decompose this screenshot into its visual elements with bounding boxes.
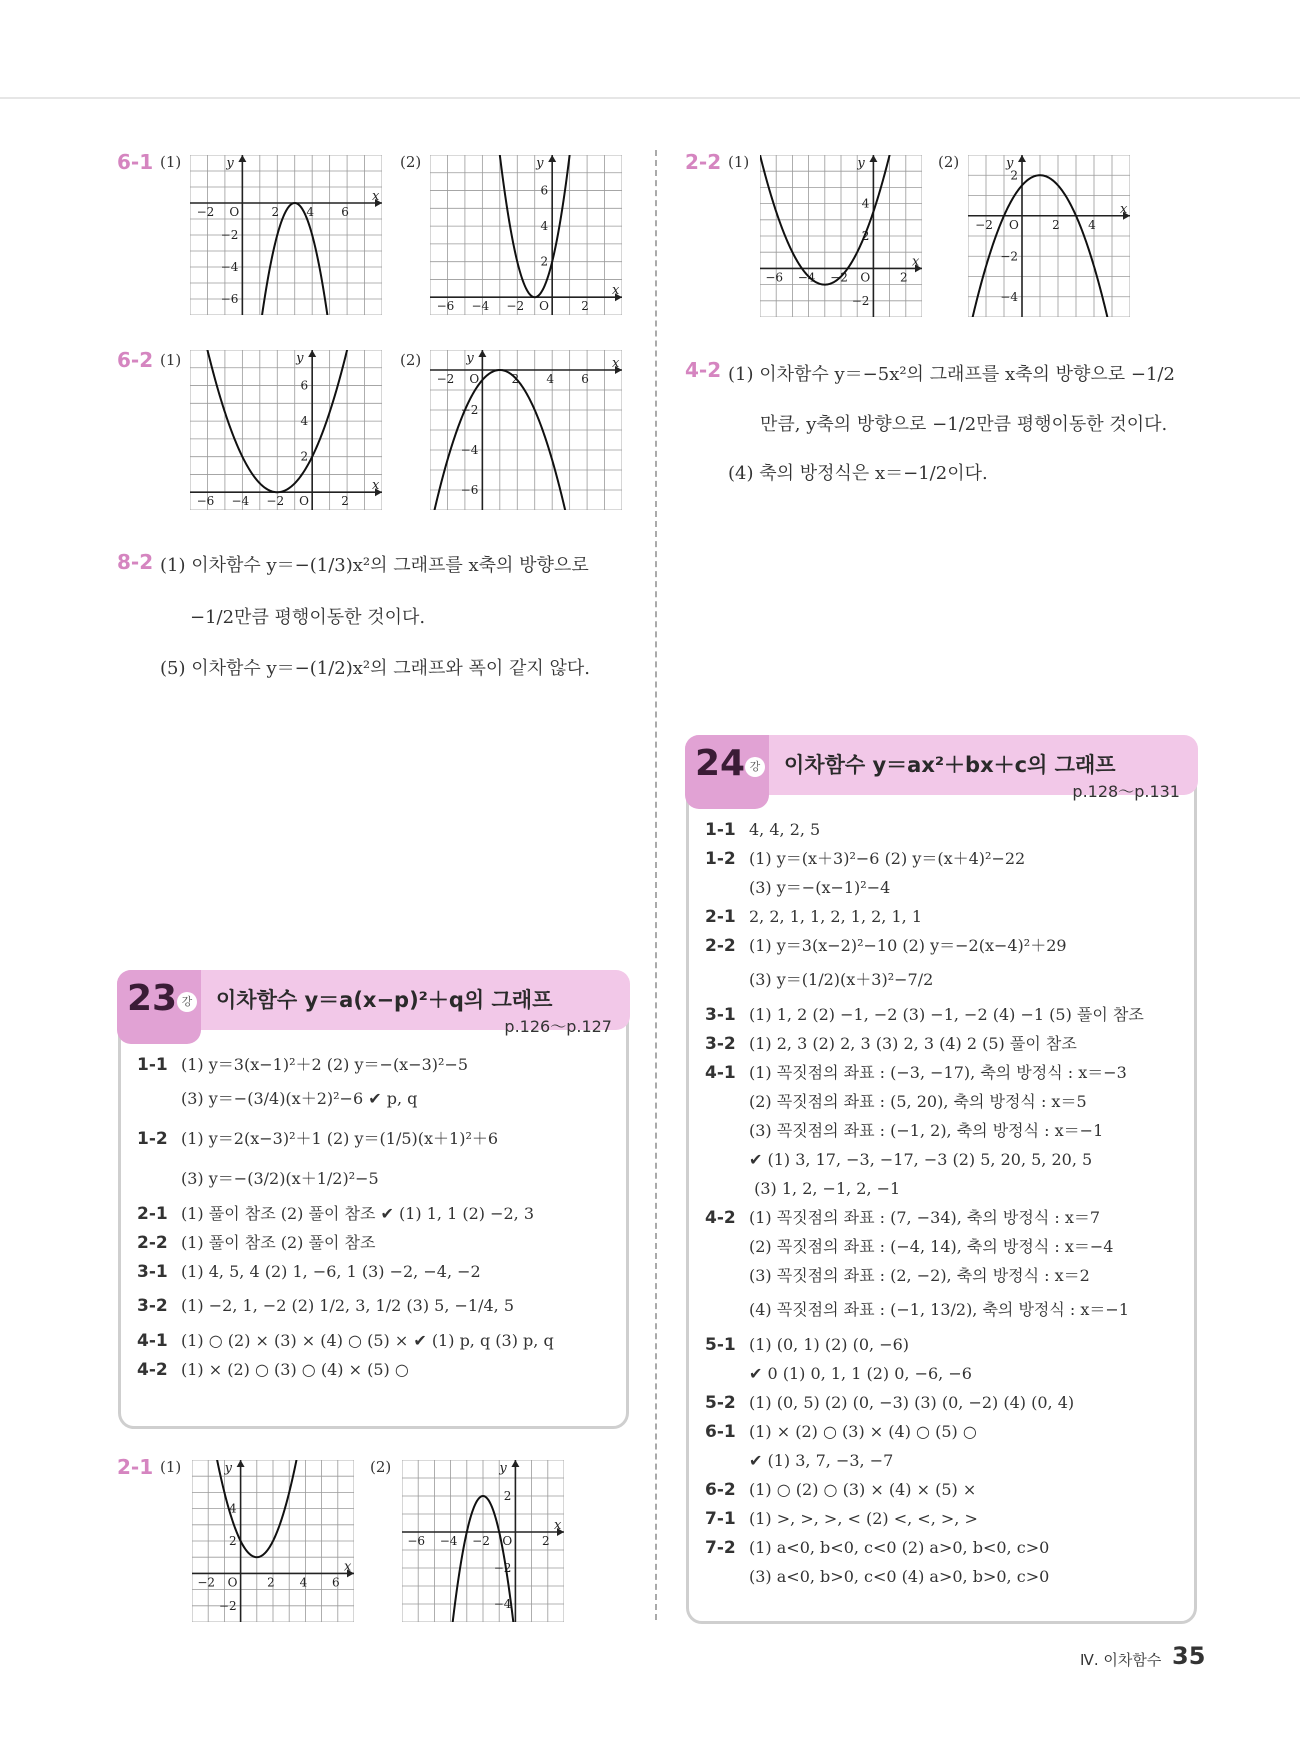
sub-tag: (2)	[400, 351, 422, 369]
answer-id: 4-2	[137, 1360, 168, 1380]
y-axis-label: y	[224, 1461, 232, 1476]
x-tick-label: 4	[546, 372, 555, 386]
lesson-title: 이차함수 y＝ax²＋bx＋c의 그래프	[784, 753, 1116, 777]
answer-row	[705, 1232, 1144, 1261]
answer-row	[705, 1446, 1144, 1475]
y-tick-label: 4	[300, 414, 309, 429]
x-tick-label: 4	[1088, 217, 1096, 232]
answer-id: 4-1	[705, 1063, 736, 1083]
x-tick-label: 6	[581, 372, 589, 386]
answer-text: (1) y＝3(x−2)²−10 (2) y＝−2(x−4)²＋29	[749, 936, 1067, 955]
answer-id: 3-2	[137, 1296, 168, 1316]
answer-text: (2) 꼭짓점의 좌표 : (−4, 14), 축의 방정식 : x＝−4	[749, 1237, 1114, 1256]
sub-tag: (1)	[160, 351, 182, 369]
y-axis-arrow	[548, 155, 556, 162]
answer-text: (1) 꼭짓점의 좌표 : (7, −34), 축의 방정식 : x＝7	[749, 1208, 1101, 1227]
x-tick-label: O	[502, 1534, 513, 1548]
sub-tag: (1)	[160, 153, 182, 171]
y-tick-label: 2	[540, 254, 549, 269]
answer-row	[705, 1000, 1144, 1029]
answer-id: 5-1	[705, 1335, 736, 1355]
problem-label-4-2: 4-2	[685, 358, 722, 382]
answer-row	[137, 1257, 554, 1286]
x-axis-label: x	[344, 1559, 352, 1575]
answer-text: (1) 풀이 참조 (2) 풀이 참조	[181, 1233, 376, 1252]
x-tick-label: −4	[471, 299, 490, 314]
answer-row	[705, 1330, 1144, 1359]
graph-2-2-2	[968, 155, 1130, 317]
answer-text: (1) a<0, b<0, c<0 (2) a>0, b<0, c>0	[749, 1538, 1050, 1557]
x-tick-label: 2	[271, 205, 280, 219]
answer-4-2-line1: (1) 이차함수 y＝−5x²의 그래프를 x축의 방향으로 −1/2	[728, 364, 1175, 385]
x-tick-label: O	[1009, 217, 1019, 232]
answer-row	[705, 1417, 1144, 1446]
y-tick-label: 2	[1010, 168, 1018, 183]
answer-id: 3-1	[705, 1005, 736, 1025]
y-tick-label: 4	[228, 1501, 237, 1516]
x-tick-label: −2	[266, 494, 285, 509]
y-tick-label: 6	[300, 378, 309, 393]
answer-row	[705, 1058, 1144, 1087]
answer-text: (1) ○ (2) ○ (3) × (4) × (5) ×	[749, 1480, 977, 1499]
answer-text: ✔ (1) 3, 7, −3, −7	[749, 1451, 894, 1470]
x-tick-label: 6	[341, 205, 349, 219]
graph-2-2-1	[760, 155, 922, 317]
y-tick-label: 2	[861, 229, 870, 243]
problem-label-8-2: 8-2	[117, 550, 154, 574]
answer-row	[705, 815, 1144, 844]
y-tick-label: 4	[861, 196, 870, 211]
answer-text: (1) 풀이 참조 (2) 풀이 참조 ✔ (1) 1, 1 (2) −2, 3	[181, 1204, 535, 1223]
answer-text: (3) 꼭짓점의 좌표 : (2, −2), 축의 방정식 : x＝2	[749, 1266, 1090, 1285]
answer-id: 6-2	[705, 1480, 736, 1500]
y-axis-arrow	[1018, 155, 1026, 162]
x-tick-label: −4	[797, 270, 816, 285]
x-tick-label: 2	[581, 299, 589, 314]
y-tick-label: −4	[220, 260, 239, 274]
lesson-number: 23	[127, 978, 178, 1019]
answer-list	[137, 1050, 554, 1384]
answer-text: ✔ 0 (1) 0, 1, 1 (2) 0, −6, −6	[749, 1364, 972, 1383]
x-axis-label: x	[612, 283, 620, 299]
answer-row	[705, 1388, 1144, 1417]
answer-text: (1) 1, 2 (2) −1, −2 (3) −1, −2 (4) −1 (5) 풀이 참조	[749, 1005, 1144, 1024]
x-tick-label: 2	[541, 1534, 550, 1548]
answer-id: 3-2	[705, 1034, 736, 1054]
lesson-pages: p.126～p.127	[504, 1017, 612, 1036]
answer-list	[705, 815, 1144, 1591]
problem-label-6-1: 6-1	[117, 150, 154, 174]
answer-id: 1-1	[137, 1055, 168, 1075]
answer-id: 1-2	[705, 849, 736, 869]
answer-4-2-line2: 만큼, y축의 방향으로 −1/2만큼 평행이동한 것이다.	[760, 414, 1168, 435]
answer-text: (1) y＝3(x−1)²＋2 (2) y＝−(x−3)²−5	[181, 1055, 469, 1074]
answer-id: 3-1	[137, 1262, 168, 1282]
answer-row	[137, 1326, 554, 1355]
answer-row	[137, 1228, 554, 1257]
chapter-label: Ⅳ. 이차함수	[1080, 1651, 1162, 1669]
answer-row	[705, 1116, 1144, 1145]
y-tick-label: 4	[540, 219, 549, 234]
x-tick-label: O	[227, 1575, 238, 1590]
x-tick-label: 2	[511, 372, 520, 386]
answer-row	[137, 1079, 554, 1119]
x-tick-label: −6	[407, 1534, 426, 1548]
answer-row	[705, 873, 1144, 902]
lesson-number: 24	[695, 743, 746, 784]
x-tick-label: 4	[299, 1575, 308, 1590]
page-number: 35	[1172, 1642, 1206, 1670]
lesson-badge	[117, 970, 201, 1044]
answer-text: 4, 4, 2, 5	[749, 820, 821, 839]
answer-row	[137, 1050, 554, 1079]
answer-8-2-line3: (5) 이차함수 y＝−(1/2)x²의 그래프와 폭이 같지 않다.	[160, 658, 590, 679]
x-axis-label: x	[612, 356, 620, 371]
x-tick-label: −2	[436, 372, 455, 386]
y-tick-label: −2	[220, 228, 239, 242]
answer-row	[705, 1029, 1144, 1058]
answer-row	[705, 931, 1144, 960]
graph-2-1-2	[402, 1460, 564, 1622]
y-axis-arrow	[308, 350, 316, 357]
answer-id: 2-1	[705, 907, 736, 927]
y-tick-label: 2	[503, 1489, 512, 1503]
answer-text: (3) a<0, b>0, c<0 (4) a>0, b>0, c>0	[749, 1567, 1050, 1586]
sub-tag: (1)	[160, 1458, 182, 1476]
answer-row	[137, 1355, 554, 1384]
y-axis-arrow	[511, 1460, 519, 1467]
answer-text: (1) 꼭짓점의 좌표 : (−3, −17), 축의 방정식 : x＝−3	[749, 1063, 1127, 1082]
x-tick-label: O	[860, 270, 871, 285]
y-tick-label: −6	[460, 483, 479, 497]
answer-text: (1) y＝2(x−3)²＋1 (2) y＝(1/5)(x＋1)²＋6	[181, 1129, 499, 1148]
answer-text: (1) ○ (2) × (3) × (4) ○ (5) × ✔ (1) p, q (3) p, q	[181, 1331, 554, 1350]
x-tick-label: O	[229, 205, 240, 219]
y-tick-label: −2	[218, 1598, 237, 1613]
x-tick-label: −2	[506, 299, 525, 314]
answer-row	[705, 1261, 1144, 1290]
answer-id: 7-1	[705, 1509, 736, 1529]
y-axis-label: y	[466, 351, 474, 366]
x-axis-label: x	[372, 478, 380, 494]
x-tick-label: −2	[197, 1575, 216, 1590]
answer-row	[137, 1159, 554, 1199]
y-tick-label: 6	[540, 183, 549, 198]
answer-text: 2, 2, 1, 1, 2, 1, 2, 1, 1	[749, 907, 922, 926]
x-tick-label: 2	[899, 270, 908, 285]
answer-id: 4-1	[137, 1331, 168, 1351]
column-divider	[655, 150, 657, 1620]
lesson-suffix: 강	[745, 757, 765, 777]
answer-row	[705, 1475, 1144, 1504]
sub-tag: (1)	[728, 153, 750, 171]
answer-row	[705, 1290, 1144, 1330]
answer-row	[705, 1562, 1144, 1591]
sub-tag: (2)	[938, 153, 960, 171]
answer-row	[137, 1119, 554, 1159]
x-tick-label: 2	[267, 1575, 275, 1590]
answer-text: (1) y＝(x＋3)²−6 (2) y＝(x＋4)²−22	[749, 849, 1026, 868]
answer-row	[705, 1145, 1144, 1174]
answer-text: (1) 4, 5, 4 (2) 1, −6, 1 (3) −2, −4, −2	[181, 1262, 481, 1281]
answer-row	[705, 1504, 1144, 1533]
y-axis-arrow	[478, 350, 486, 357]
x-tick-label: −4	[439, 1534, 458, 1548]
x-axis-label: x	[912, 254, 920, 270]
y-axis-label: y	[857, 156, 865, 171]
answer-text: (1) 2, 3 (2) 2, 3 (3) 2, 3 (4) 2 (5) 풀이 참조	[749, 1034, 1077, 1053]
answer-row	[705, 1533, 1144, 1562]
answer-id: 1-2	[137, 1129, 168, 1149]
y-tick-label: −4	[460, 443, 479, 457]
x-tick-label: −2	[196, 205, 215, 219]
answer-text: (1) (0, 5) (2) (0, −3) (3) (0, −2) (4) (0, 4)	[749, 1393, 1075, 1412]
x-tick-label: 2	[341, 494, 349, 509]
x-tick-label: O	[539, 299, 550, 314]
x-tick-label: 6	[331, 1575, 340, 1590]
answer-text: (3) 1, 2, −1, 2, −1	[749, 1179, 901, 1198]
answer-row	[705, 844, 1144, 873]
y-tick-label: 2	[228, 1534, 237, 1548]
y-tick-label: −4	[1000, 289, 1018, 304]
lesson-suffix: 강	[177, 992, 197, 1012]
answer-text: (1) × (2) ○ (3) ○ (4) × (5) ○	[181, 1360, 409, 1379]
y-axis-label: y	[296, 351, 304, 366]
x-tick-label: −2	[830, 270, 848, 285]
answer-4-2-line3: (4) 축의 방정식은 x＝−1/2이다.	[728, 463, 988, 484]
answer-text: ✔ (1) 3, 17, −3, −17, −3 (2) 5, 20, 5, 20, 5	[749, 1150, 1093, 1169]
answer-id: 2-1	[137, 1204, 168, 1224]
answer-row	[705, 960, 1144, 1000]
answer-text: (4) 꼭짓점의 좌표 : (−1, 13/2), 축의 방정식 : x＝−1	[749, 1300, 1130, 1319]
problem-label-2-2: 2-2	[685, 150, 722, 174]
answer-id: 6-1	[705, 1422, 736, 1442]
lesson-24-box	[686, 740, 1197, 1624]
answer-text: (3) 꼭짓점의 좌표 : (−1, 2), 축의 방정식 : x＝−1	[749, 1121, 1104, 1140]
top-rule	[0, 97, 1300, 99]
x-tick-label: −4	[231, 494, 250, 509]
answer-text: (1) × (2) ○ (3) × (4) ○ (5) ○	[749, 1422, 977, 1441]
answer-text: (3) y＝−(x−1)²−4	[749, 878, 891, 897]
lesson-title: 이차함수 y＝a(x−p)²＋q의 그래프	[216, 988, 553, 1012]
answer-text: (1) (0, 1) (2) (0, −6)	[749, 1335, 910, 1354]
answer-id: 7-2	[705, 1538, 736, 1558]
graph-6-1-2	[430, 155, 622, 315]
answer-id: 1-1	[705, 820, 736, 840]
sub-tag: (2)	[400, 153, 422, 171]
answer-row	[137, 1286, 554, 1326]
answer-id: 4-2	[705, 1208, 736, 1228]
sub-tag: (2)	[370, 1458, 392, 1476]
graph-6-1-1	[190, 155, 382, 315]
x-tick-label: O	[299, 494, 310, 509]
answer-id: 5-2	[705, 1393, 736, 1413]
y-axis-arrow	[237, 1460, 245, 1467]
y-tick-label: −2	[851, 293, 870, 308]
answer-row	[137, 1199, 554, 1228]
y-axis-arrow	[869, 155, 877, 162]
lesson-pages: p.128～p.131	[1072, 782, 1180, 801]
answer-id: 2-2	[705, 936, 736, 956]
answer-row	[705, 902, 1144, 931]
answer-8-2-line2: −1/2만큼 평행이동한 것이다.	[190, 607, 426, 628]
x-axis-label: x	[554, 1518, 562, 1533]
x-axis-label: x	[1120, 201, 1128, 217]
x-tick-label: 2	[1052, 217, 1060, 232]
x-tick-label: −2	[975, 217, 993, 232]
answer-row	[705, 1359, 1144, 1388]
graph-6-2-2	[430, 350, 622, 510]
x-tick-label: O	[469, 372, 480, 386]
answer-text: (1) >, >, >, < (2) <, <, >, >	[749, 1509, 978, 1528]
problem-label-6-2: 6-2	[117, 348, 154, 372]
x-tick-label: −2	[472, 1534, 490, 1548]
y-tick-label: −2	[460, 403, 479, 417]
answer-8-2-line1: (1) 이차함수 y＝−(1/3)x²의 그래프를 x축의 방향으로	[160, 555, 589, 576]
answer-text: (3) y＝−(3/4)(x＋2)²−6 ✔ p, q	[181, 1089, 418, 1108]
y-tick-label: −4	[493, 1597, 512, 1611]
x-tick-label: 4	[306, 205, 315, 219]
y-tick-label: −6	[220, 292, 239, 306]
answer-text: (3) y＝(1/2)(x＋3)²−7/2	[749, 970, 934, 989]
answer-row	[705, 1203, 1144, 1232]
answer-id: 2-2	[137, 1233, 168, 1253]
answer-text: (1) −2, 1, −2 (2) 1/2, 3, 1/2 (3) 5, −1/4, 5	[181, 1296, 514, 1315]
y-axis-label: y	[536, 156, 544, 171]
y-tick-label: −2	[493, 1561, 512, 1575]
lesson-23-box	[118, 975, 629, 1429]
y-axis-label: y	[1006, 156, 1014, 171]
x-axis-label: x	[372, 189, 380, 204]
graph-2-1-1	[192, 1460, 354, 1622]
lesson-badge	[685, 735, 769, 809]
y-axis-label: y	[226, 156, 234, 171]
x-tick-label: −6	[436, 299, 455, 314]
graph-6-2-1	[190, 350, 382, 510]
y-axis-label: y	[499, 1461, 507, 1476]
y-tick-label: −2	[1000, 249, 1018, 264]
answer-text: (2) 꼭짓점의 좌표 : (5, 20), 축의 방정식 : x＝5	[749, 1092, 1087, 1111]
problem-label-2-1: 2-1	[117, 1455, 154, 1479]
x-tick-label: −6	[765, 270, 784, 285]
answer-text: (3) y＝−(3/2)(x＋1/2)²−5	[181, 1169, 379, 1188]
x-tick-label: −6	[196, 494, 215, 509]
answer-row	[705, 1174, 1144, 1203]
y-axis-arrow	[238, 155, 246, 162]
y-tick-label: 2	[300, 449, 309, 464]
answer-row	[705, 1087, 1144, 1116]
